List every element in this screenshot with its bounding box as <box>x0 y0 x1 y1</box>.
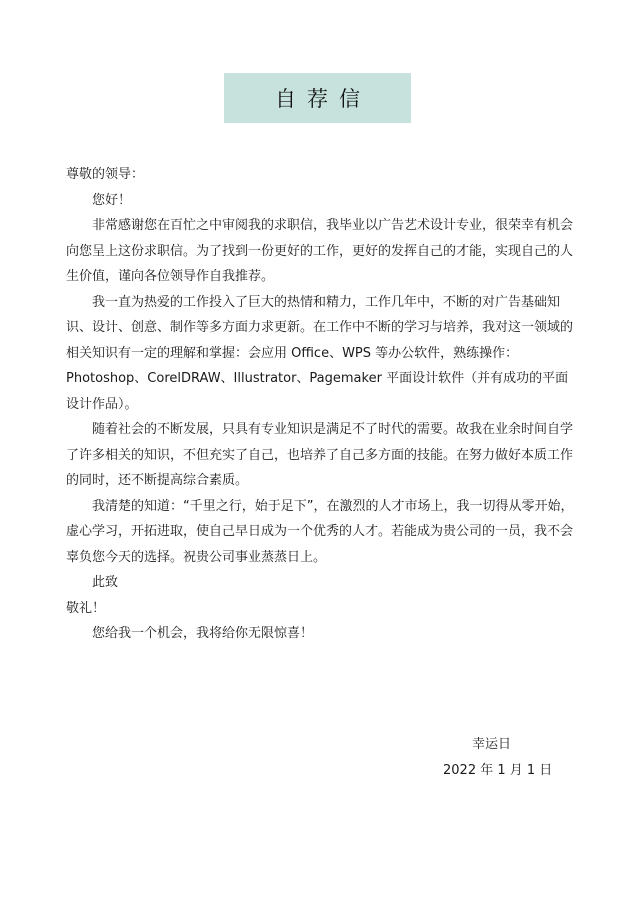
paragraph-experience: 我一直为热爱的工作投入了巨大的热情和精力，工作几年中，不断的对广告基础知识、设计、创意、制作等多方面力求更新。在工作中不断的学习与培养，我对这一领域的相关知识有一定的理解和掌握：会应用 Office、WPS 等办公软件，熟练操作：Photoshop、CorelDRAW、Illustrator、Pagemaker 平面设计软件（并有成功的平面设计作品）。 <box>66 294 574 412</box>
signature-date: 2022 年 1 月 1 日 <box>443 763 553 778</box>
postscript: 您给我一个机会，我将给你无限惊喜！ <box>92 626 314 641</box>
paragraph-intro: 非常感谢您在百忙之中审阅我的求职信，我毕业以广告艺术设计专业，很荣幸有机会向您呈上这份求职信。为了找到一份更好的工作，更好的发挥自己的才能，实现自己的人生价值，谨向各位领导作自我推荐。 <box>66 218 574 284</box>
letter-body <box>66 162 578 647</box>
title-banner <box>224 73 411 123</box>
paragraph-self-study: 随着社会的不断发展，只具有专业知识是满足不了时代的需要。故我在业余时间自学了许多相关的知识，不但充实了自己，也培养了自己多方面的技能。在努力做好本质工作的同时，还不断提高综合素质。 <box>66 422 574 488</box>
salutation: 尊敬的领导： <box>66 167 145 182</box>
closing-line-2: 敬礼！ <box>66 600 106 616</box>
document-title: 自荐信 <box>275 87 371 111</box>
greeting: 您好！ <box>92 192 132 208</box>
paragraph-commitment: 我清楚的知道：“千里之行，始于足下”，在激烈的人才市场上，我一切得从零开始，虚心学习，开拓进取，使自己早日成为一个优秀的人才。若能成为贵公司的一员，我不会辜负您今天的选择。祝贵公司事业蒸蒸日上。 <box>66 498 574 565</box>
closing-line-1: 此致 <box>92 575 119 590</box>
signature-name: 幸运日 <box>472 737 512 752</box>
